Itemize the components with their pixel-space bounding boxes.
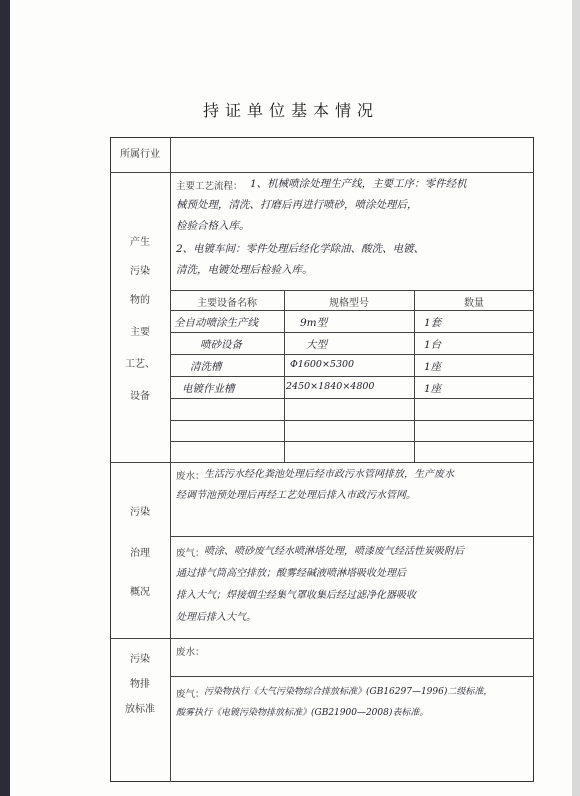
process-label-2: 污染 xyxy=(130,266,150,277)
equipment-row-divider xyxy=(170,354,534,355)
equipment-header-name: 主要设备名称 xyxy=(197,298,257,309)
treatment-gas-line: 处理后排入大气。 xyxy=(176,612,256,623)
equipment-model: 9m型 xyxy=(300,317,328,329)
treatment-gas-line: 通过排气筒高空排放；酸雾经碱液喷淋塔吸收处理后 xyxy=(176,568,406,579)
equipment-row-divider xyxy=(170,420,534,421)
treatment-label-3: 概况 xyxy=(130,587,150,598)
equipment-row-divider xyxy=(170,332,534,333)
equipment-qty: 1套 xyxy=(424,317,442,329)
equipment-name: 喷砂设备 xyxy=(200,339,242,351)
equipment-column-divider xyxy=(284,290,285,462)
row-divider xyxy=(110,462,534,463)
treatment-gas-line: 排入大气；焊接烟尘经集气罩收集后经过滤净化器吸收 xyxy=(176,590,416,601)
process-label-1: 产生 xyxy=(130,237,150,248)
treatment-water-line: 经调节池预处理后再经工艺处理后排入市政污水管网。 xyxy=(176,490,416,501)
process-label-4: 主要 xyxy=(130,327,150,338)
equipment-table-top xyxy=(170,290,534,291)
process-line: 1、机械喷涂处理生产线，主要工序：零件经机 xyxy=(250,178,467,190)
equipment-row-divider xyxy=(170,376,534,377)
equipment-column-divider xyxy=(414,290,415,462)
equipment-header-divider xyxy=(170,310,534,311)
equipment-qty: 1座 xyxy=(424,361,442,373)
industry-label: 所属行业 xyxy=(120,149,160,160)
standard-label-3: 放标准 xyxy=(125,704,155,715)
standard-gas-label: 废气： xyxy=(176,689,205,700)
row-divider xyxy=(170,536,534,537)
standard-label-1: 污染 xyxy=(130,654,150,665)
equipment-row-divider xyxy=(170,398,534,399)
treatment-label-1: 污染 xyxy=(130,507,150,518)
process-line: 2、电镀车间：零件处理后经化学除油、酸洗、电镀、 xyxy=(176,243,425,255)
standard-gas-line: 酸雾执行《电镀污染物排放标准》(GB21900—2008)表标准。 xyxy=(176,708,429,718)
equipment-model: Φ1600×5300 xyxy=(290,359,355,370)
standard-label-2: 物排 xyxy=(130,679,150,690)
row-divider xyxy=(110,172,534,173)
equipment-model: 大型 xyxy=(306,339,327,351)
equipment-header-model: 规格型号 xyxy=(329,298,369,309)
process-label-5: 工艺、 xyxy=(125,359,155,370)
equipment-header-qty: 数量 xyxy=(464,298,484,309)
process-line: 械预处理，清洗、打磨后再进行喷砂，喷涂处理后， xyxy=(176,199,418,211)
process-heading: 主要工艺流程： xyxy=(176,181,243,192)
equipment-qty: 1台 xyxy=(424,339,442,351)
treatment-gas-label: 废气： xyxy=(176,548,205,559)
treatment-label-2: 治理 xyxy=(130,548,150,559)
treatment-gas-line: 喷涂、喷砂废气经水喷淋塔处理，喷漆废气经活性炭吸附后 xyxy=(204,546,464,557)
standard-water-label: 废水： xyxy=(176,647,205,658)
column-divider xyxy=(170,137,171,782)
process-label-6: 设备 xyxy=(130,391,150,402)
page-title: 持证单位基本情况 xyxy=(202,101,379,120)
treatment-water-label: 废水： xyxy=(176,471,205,482)
row-divider xyxy=(110,638,534,639)
treatment-water-line: 生活污水经化粪池处理后经市政污水管网排放，生产废水 xyxy=(204,469,454,480)
process-line: 检验合格入库。 xyxy=(176,220,250,232)
equipment-name: 全自动喷涂生产线 xyxy=(174,317,258,329)
process-line: 清洗，电镀处理后检验入库。 xyxy=(176,264,313,276)
equipment-row-divider xyxy=(170,441,534,442)
standard-gas-line: 污染物执行《大气污染物综合排放标准》(GB16297—1996)二级标准， xyxy=(204,687,493,697)
book-binding-edge xyxy=(0,0,10,796)
row-divider xyxy=(170,676,534,677)
equipment-name: 清洗槽 xyxy=(190,361,222,373)
process-label-3: 物的 xyxy=(130,295,150,306)
equipment-model: 2450×1840×4800 xyxy=(286,381,375,392)
equipment-name: 电镀作业槽 xyxy=(182,383,235,395)
equipment-qty: 1座 xyxy=(424,383,442,395)
